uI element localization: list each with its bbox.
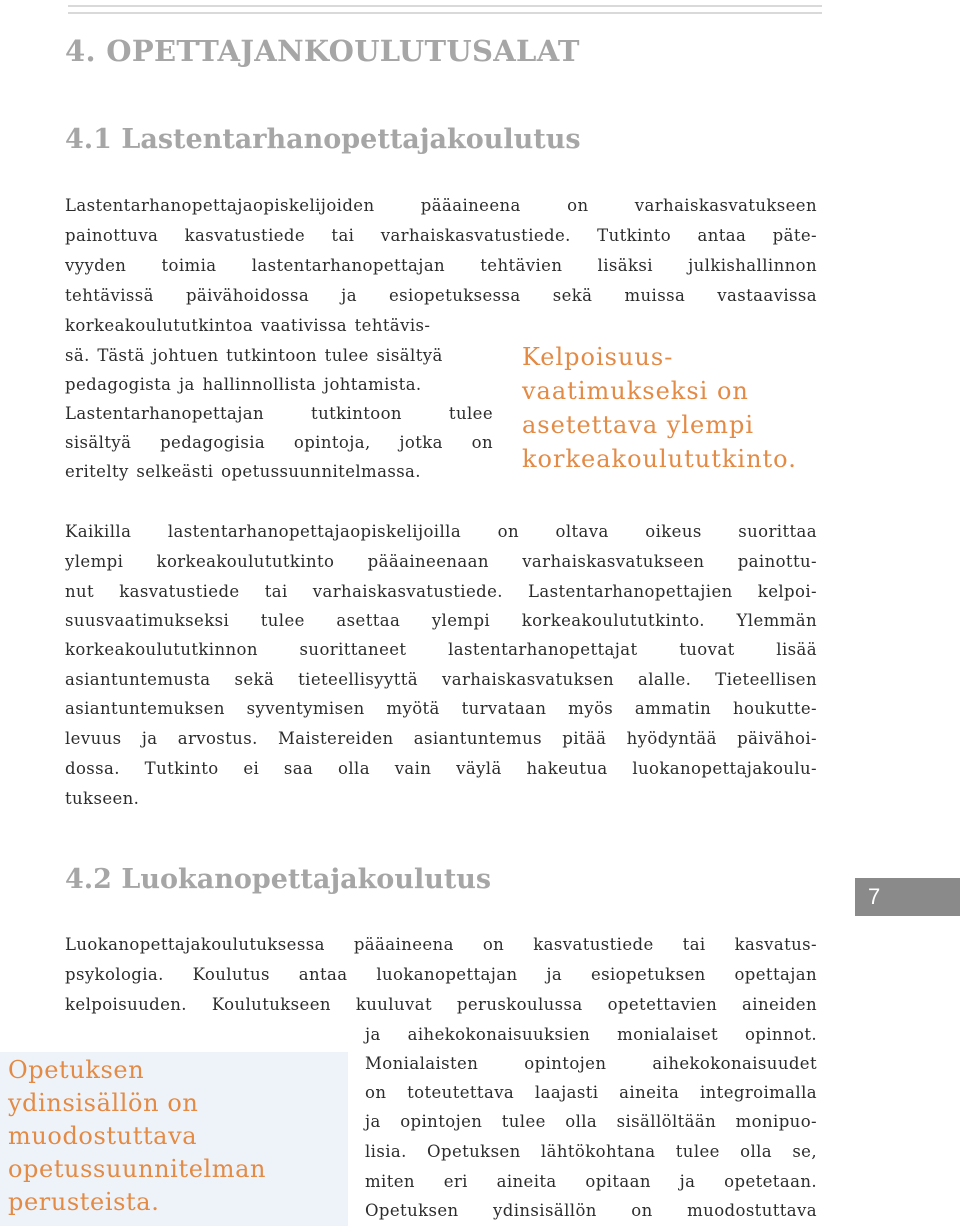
paragraph-line: ylempi korkeakoulututkinto pääaineenaan varhaiskasvatukseen painottu- — [65, 552, 817, 571]
paragraph-line: Monialaisten opintojen aihekokonaisuudet — [365, 1054, 817, 1073]
top-rule-secondary — [68, 12, 822, 14]
paragraph-line: suusvaatimukseksi tulee asettaa ylempi korkeakoulututkinto. Ylemmän — [65, 611, 817, 630]
pull-quote-line: perusteista. — [8, 1188, 160, 1216]
paragraph-line: tehtävissä päivähoidossa ja esiopetuksessa sekä muissa vastaavissa — [65, 286, 817, 305]
paragraph-line: on toteutettava laajasti aineita integroimalla — [365, 1083, 817, 1102]
pull-quote — [522, 340, 797, 476]
page-number-tab: 7 — [855, 878, 960, 916]
paragraph-line: pedagogista ja hallinnollista johtamista. — [65, 375, 422, 394]
paragraph-line: asiantuntemuksen syventymisen myötä turvataan myös ammatin houkutte- — [65, 699, 817, 718]
paragraph-line: korkeakoulututkinnon suorittaneet lastentarhanopettajat tuovat lisää — [65, 640, 817, 659]
paragraph-line: kelpoisuuden. Koulutukseen kuuluvat peruskoulussa opetettavien aineiden — [65, 995, 817, 1014]
paragraph-line: vyyden toimia lastentarhanopettajan tehtävien lisäksi julkishallinnon — [65, 256, 817, 275]
paragraph-line: nut kasvatustiede tai varhaiskasvatustiede. Lastentarhanopettajien kelpoi- — [65, 582, 817, 601]
paragraph-line: asiantuntemusta sekä tieteellisyyttä varhaiskasvatuksen alalle. Tieteellisen — [65, 670, 817, 689]
paragraph-line: Opetuksen ydinsisällön on muodostuttava — [365, 1201, 817, 1220]
paragraph-line: Kaikilla lastentarhanopettajaopiskelijoilla on oltava oikeus suorittaa — [65, 522, 817, 541]
subsection-title-4-2: 4.2 Luokanopettajakoulutus — [65, 864, 492, 895]
paragraph-line: Luokanopettajakoulutuksessa pääaineena on kasvatustiede tai kasvatus- — [65, 935, 817, 954]
paragraph-line: lisia. Opetuksen lähtökohtana tulee olla se, — [365, 1142, 817, 1161]
pull-quote-line: ydinsisällön on — [8, 1089, 199, 1117]
paragraph-line: levuus ja arvostus. Maistereiden asiantuntemus pitää hyödyntää päivähoi- — [65, 729, 817, 748]
paragraph-line: korkeakoulututkintoa vaativissa tehtävis- — [65, 316, 431, 335]
pull-quote-line: vaatimukseksi on — [522, 377, 749, 405]
paragraph-line: ja aihekokonaisuuksien monialaiset opinnot. — [365, 1025, 817, 1044]
pull-quote-line: opetussuunnitelman — [8, 1155, 267, 1183]
paragraph-line: ja opintojen tulee olla sisällöltään monipuo- — [365, 1112, 817, 1131]
paragraph-line: sä. Tästä johtuen tutkintoon tulee sisältyä — [65, 346, 443, 365]
paragraph-line: miten eri aineita opitaan ja opetetaan. — [365, 1172, 817, 1191]
pull-quote-line: Kelpoisuus- — [522, 343, 674, 371]
paragraph-line: dossa. Tutkinto ei saa olla vain väylä hakeutua luokanopettajakoulu- — [65, 759, 817, 778]
paragraph-line: eritelty selkeästi opetussuunnitelmassa. — [65, 462, 421, 481]
subsection-title-4-1: 4.1 Lastentarhanopettajakoulutus — [65, 124, 581, 155]
pull-quote-line: muodostuttava — [8, 1122, 198, 1150]
paragraph-line: painottuva kasvatustiede tai varhaiskasvatustiede. Tutkinto antaa päte- — [65, 226, 817, 245]
pull-quote-line: korkeakoulututkinto. — [522, 445, 797, 473]
paragraph-line: Lastentarhanopettajan tutkintoon tulee — [65, 404, 493, 423]
pull-quote-line: asetettava ylempi — [522, 411, 755, 439]
paragraph-line: Lastentarhanopettajaopiskelijoiden pääaineena on varhaiskasvatukseen — [65, 196, 817, 215]
section-title: 4. OPETTAJANKOULUTUSALAT — [65, 34, 580, 68]
paragraph-line: sisältyä pedagogisia opintoja, jotka on — [65, 433, 493, 452]
pull-quote — [8, 1054, 266, 1219]
pull-quote-line: Opetuksen — [8, 1056, 145, 1084]
paragraph-line: tukseen. — [65, 789, 140, 808]
paragraph-line: psykologia. Koulutus antaa luokanopettajan ja esiopetuksen opettajan — [65, 965, 817, 984]
top-rule — [68, 5, 822, 7]
